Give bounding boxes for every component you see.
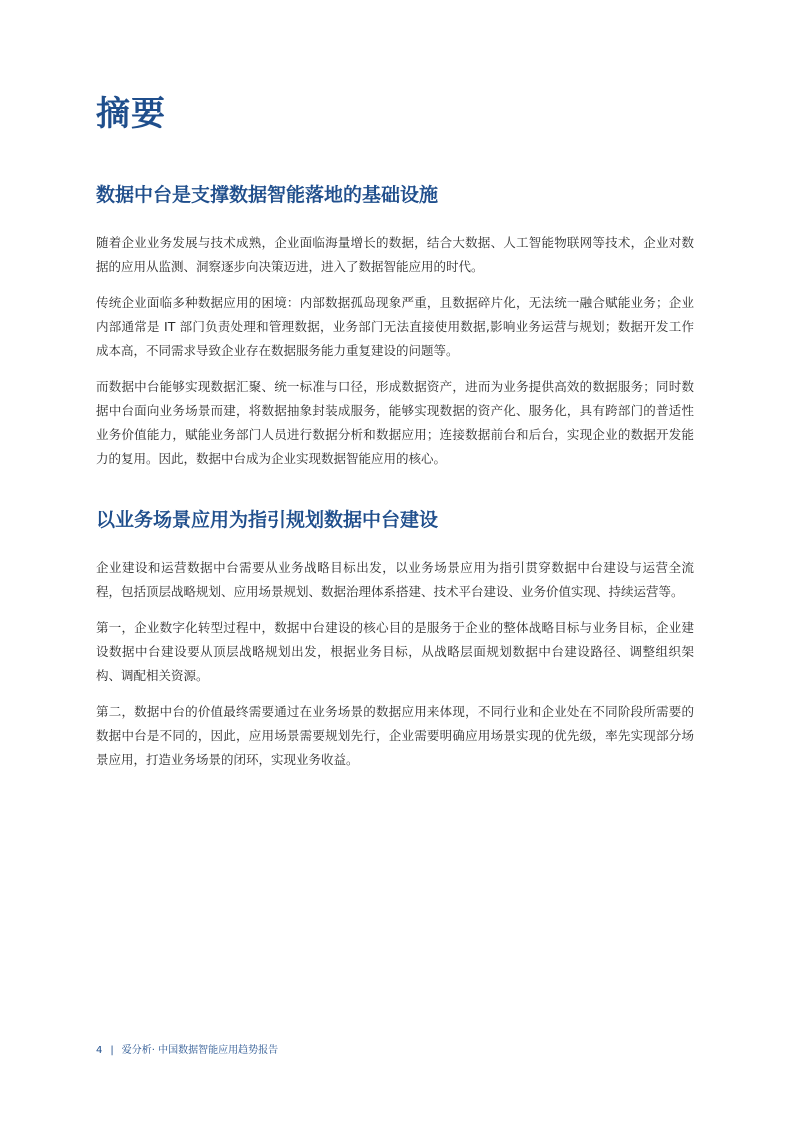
paragraph: 随着企业业务发展与技术成熟，企业面临海量增长的数据，结合大数据、人工智能物联网等技术，企业对数据的应用从监测、洞察逐步向决策迈进，进入了数据智能应用的时代。 bbox=[96, 235, 694, 274]
page-number: 4 bbox=[96, 1045, 103, 1056]
paragraph: 而数据中台能够实现数据汇聚、统一标准与口径，形成数据资产，进而为业务提供高效的数据服务；同时数据中台面向业务场景而建，将数据抽象封装成服务，能够实现数据的资产化、服务化，具有跨部门的普适性业务价值能力，赋能业务部门人员进行数据分析和数据应用；连接数据前台和后台，实现企业的数据开发能力的复用。因此，数据中台成为企业实现数据智能应用的核心。 bbox=[96, 379, 694, 466]
paragraph: 企业建设和运营数据中台需要从业务战略目标出发，以业务场景应用为指引贯穿数据中台建设与运营全流程，包括顶层战略规划、应用场景规划、数据治理体系搭建、技术平台建设、业务价值实现、持续运营等。 bbox=[96, 560, 694, 599]
footer-separator: | bbox=[110, 1045, 114, 1056]
paragraph: 第二，数据中台的价值最终需要通过在业务场景的数据应用来体现，不同行业和企业处在不同阶段所需要的数据中台是不同的，因此，应用场景需要规划先行，企业需要明确应用场景实现的优先级，率先实现部分场景应用，打造业务场景的闭环，实现业务收益。 bbox=[96, 704, 694, 767]
paragraph: 第一，企业数字化转型过程中，数据中台建设的核心目的是服务于企业的整体战略目标与业务目标，企业建设数据中台建设要从顶层战略规划出发，根据业务目标，从战略层面规划数据中台建设路径、调整组织架构、调配相关资源。 bbox=[96, 620, 694, 683]
section-heading: 以业务场景应用为指引规划数据中台建设 bbox=[96, 509, 439, 531]
section-heading: 数据中台是支撑数据智能落地的基础设施 bbox=[96, 184, 439, 206]
section-business-scenario-planning bbox=[96, 506, 694, 784]
page-footer bbox=[96, 1044, 278, 1058]
section-data-platform-infrastructure bbox=[96, 181, 694, 483]
page-title: 摘要 bbox=[96, 94, 166, 134]
report-title: 爱分析· 中国数据智能应用趋势报告 bbox=[121, 1045, 279, 1056]
paragraph: 传统企业面临多种数据应用的困境：内部数据孤岛现象严重，且数据碎片化，无法统一融合赋能业务；企业内部通常是 IT 部门负责处理和管理数据，业务部门无法直接使用数据,影响业务运营与规划；数据开发工作成本高，不同需求导致企业存在数据服务能力重复建设的问题等。 bbox=[96, 295, 694, 358]
